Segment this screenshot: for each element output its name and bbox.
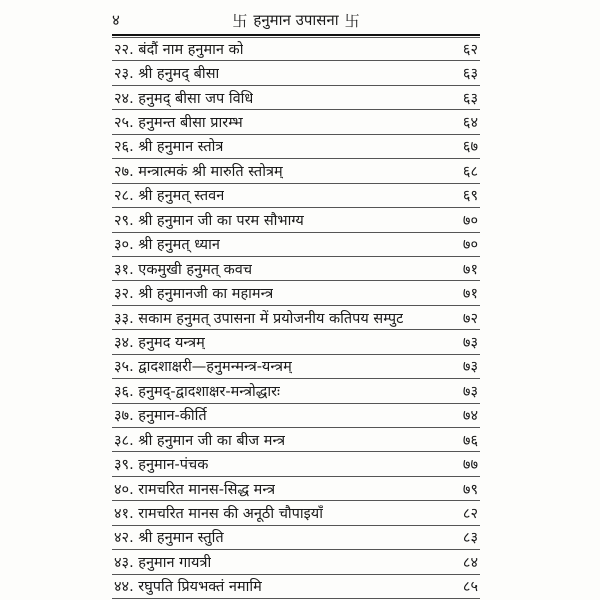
toc-entry-page: ७६	[462, 432, 478, 449]
toc-entry-page: ७४	[462, 408, 478, 425]
toc-entry-title: २५. हनुमन्त बीसा प्रारम्भ	[114, 115, 243, 132]
toc-entry-page: ८२	[462, 506, 478, 523]
toc-entry-page: ८४	[462, 554, 478, 571]
toc-entry-title: २२. बंदौं नाम हनुमान को	[114, 42, 244, 59]
toc-row	[112, 501, 480, 525]
toc-entry-title: २७. मन्त्रात्मकं श्री मारुति स्तोत्रम्	[114, 163, 283, 180]
toc-row	[112, 306, 480, 330]
toc-row	[112, 428, 480, 452]
toc-entry-page: ७२	[462, 310, 478, 327]
toc-entry-title: ३६. हनुमद्-द्वादशाक्षर-मन्त्रोद्धारः	[114, 383, 280, 400]
toc-row	[112, 159, 480, 183]
toc-entry-page: ८५	[462, 579, 478, 596]
toc-row	[112, 452, 480, 476]
toc-entry-title: ४४. रघुपति प्रियभक्तं नमामि	[114, 579, 262, 596]
toc-row	[112, 86, 480, 110]
toc-entry-page: ६९	[462, 188, 478, 205]
toc-row	[112, 233, 480, 257]
toc-row	[112, 330, 480, 354]
toc-row	[112, 208, 480, 232]
toc-row	[112, 379, 480, 403]
toc-entry-page: ७३	[462, 383, 478, 400]
swastika-left-icon: 卐	[232, 11, 248, 30]
toc-entry-title: ४२. श्री हनुमान स्तुति	[114, 530, 224, 547]
toc-entry-page: ६४	[462, 115, 478, 132]
toc-entry-title: ४३. हनुमान गायत्री	[114, 554, 212, 571]
toc-entry-page: ७९	[462, 481, 478, 498]
toc-row	[112, 110, 480, 134]
toc-entry-page: ६८	[462, 163, 478, 180]
toc-row	[112, 37, 480, 61]
page-number: ४	[112, 11, 120, 29]
toc-entry-title: ३३. सकाम हनुमत् उपासना में प्रयोजनीय कतिपय सम्पुट	[114, 310, 404, 327]
toc-row	[112, 184, 480, 208]
toc-entry-title: ३१. एकमुखी हनुमत् कवच	[114, 261, 253, 278]
toc-entry-title: ३९. हनुमान-पंचक	[114, 457, 209, 474]
toc-entry-title: ४०. रामचरित मानस-सिद्ध मन्त्र	[114, 481, 276, 498]
toc-row	[112, 526, 480, 550]
toc-row	[112, 477, 480, 501]
toc-entry-page: ७१	[462, 286, 478, 303]
toc-entry-title: ३०. श्री हनुमत् ध्यान	[114, 237, 220, 254]
toc-row	[112, 281, 480, 305]
toc-row	[112, 575, 480, 599]
toc-entry-page: ७०	[462, 212, 478, 229]
toc-entry-page: ७३	[462, 359, 478, 376]
toc-entry-title: ३४. हनुमद यन्त्रम्	[114, 334, 205, 351]
toc-entry-title: २६. श्री हनुमान स्तोत्र	[114, 139, 224, 156]
toc-entry-title: २९. श्री हनुमान जी का परम सौभाग्य	[114, 212, 304, 229]
toc-entry-page: ६३	[462, 90, 478, 107]
toc-entry-title: २४. हनुमद् बीसा जप विधि	[114, 90, 254, 107]
toc-entry-page: ६२	[462, 42, 478, 59]
toc-entry-title: ४१. रामचरित मानस की अनूठी चौपाइयाँ	[114, 506, 323, 523]
toc-entry-title: ३२. श्री हनुमानजी का महामन्त्र	[114, 286, 274, 303]
toc-entry-title: ३७. हनुमान-कीर्ति	[114, 408, 207, 425]
toc-entry-page: ७१	[462, 261, 478, 278]
toc-entry-title: ३८. श्री हनुमान जी का बीज मन्त्र	[114, 432, 286, 449]
toc-entry-page: ६७	[462, 139, 478, 156]
toc-row	[112, 61, 480, 85]
table-of-contents	[112, 37, 480, 599]
toc-row	[112, 550, 480, 574]
toc-row	[112, 355, 480, 379]
page-header	[112, 6, 480, 36]
swastika-right-icon: 卐	[344, 11, 360, 30]
toc-entry-page: ७७	[462, 457, 478, 474]
toc-entry-title: ३५. द्वादशाक्षरी—हनुमन्मन्त्र-यन्त्रम्	[114, 359, 292, 376]
running-title: हनुमान उपासना	[253, 11, 339, 29]
toc-row	[112, 135, 480, 159]
toc-row	[112, 257, 480, 281]
toc-entry-title: २८. श्री हनुमत् स्तवन	[114, 188, 225, 205]
toc-entry-page: ६३	[462, 66, 478, 83]
toc-entry-page: ८३	[462, 530, 478, 547]
toc-entry-page: ७०	[462, 237, 478, 254]
toc-entry-page: ७३	[462, 334, 478, 351]
toc-row	[112, 404, 480, 428]
toc-entry-title: २३. श्री हनुमद् बीसा	[114, 66, 220, 83]
